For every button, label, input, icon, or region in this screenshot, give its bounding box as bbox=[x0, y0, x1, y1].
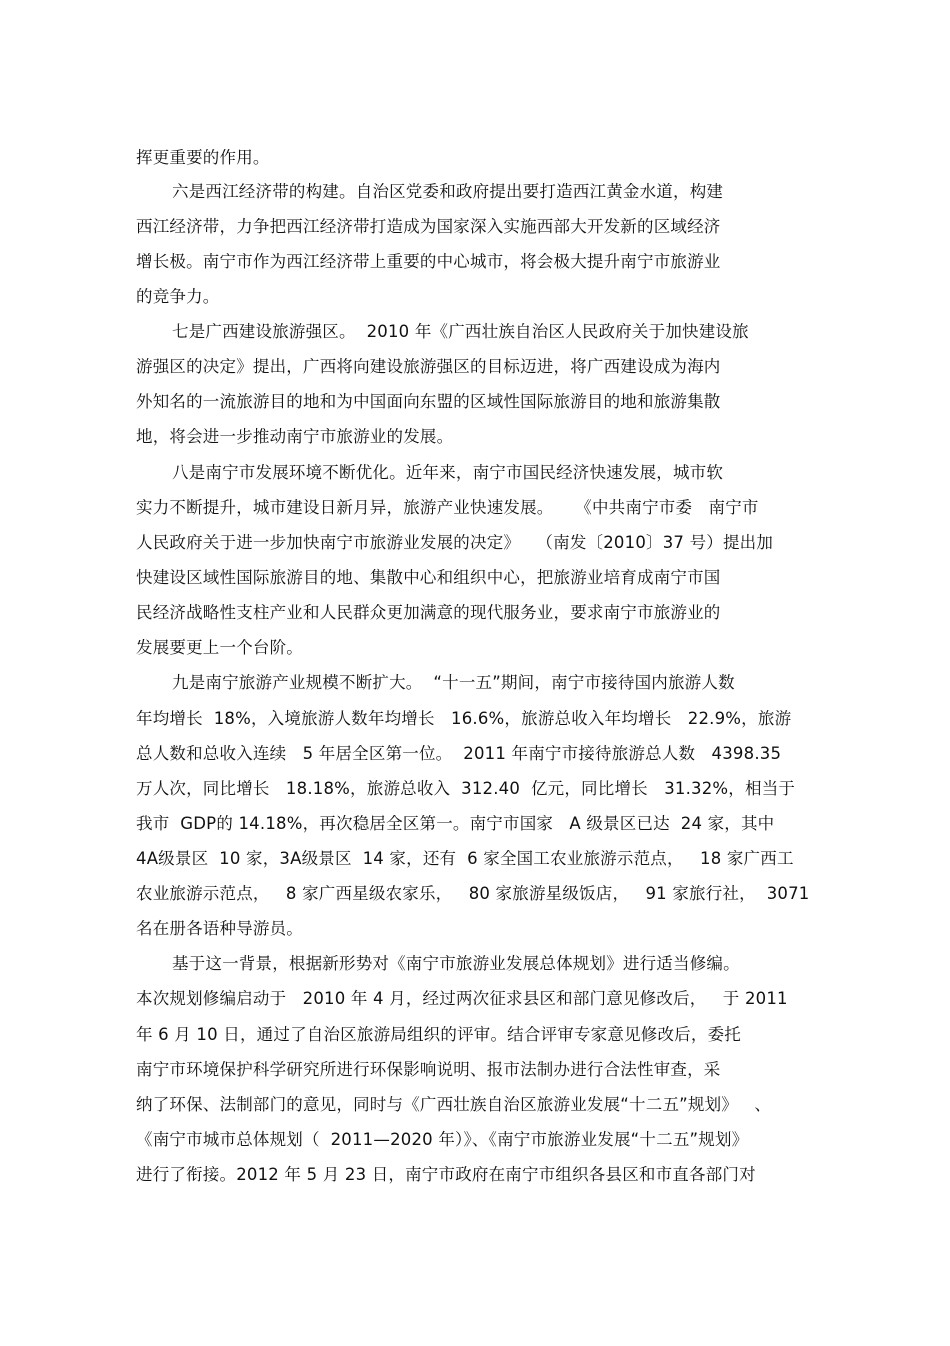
text-line: 外知名的一流旅游目的地和为中国面向东盟的区域性国际旅游目的地和旅游集散 bbox=[136, 392, 721, 411]
text-line: 的竞争力。 bbox=[136, 287, 220, 306]
text-line: 实力不断提升，城市建设日新月异，旅游产业快速发展。 《中共南宁市委 南宁市 bbox=[136, 498, 759, 517]
text-line: 年均增长 18%，入境旅游人数年均增长 16.6%，旅游总收入年均增长 22.9%，旅游 bbox=[136, 709, 792, 728]
text-line: 本次规划修编启动于 2010 年 4 月，经过两次征求县区和部门意见修改后， 于 2011 bbox=[136, 989, 788, 1008]
paragraph-start-line: 九是南宁旅游产业规模不断扩大。 “十一五”期间，南宁市接待国内旅游人数 bbox=[172, 673, 735, 692]
text-line: 总人数和总收入连续 5 年居全区第一位。 2011 年南宁市接待旅游总人数 4398.35 bbox=[136, 744, 782, 763]
text-line: 《南宁市城市总体规划（ 2011—2020 年）》、《南宁市旅游业发展“十二五”规划》 bbox=[136, 1130, 749, 1149]
text-line: 人民政府关于进一步加快南宁市旅游业发展的决定》 （南发〔2010〕37 号）提出加 bbox=[136, 533, 774, 552]
text-line: 挥更重要的作用。 bbox=[136, 148, 270, 167]
text-line: 纳了环保、法制部门的意见，同时与《广西壮族自治区旅游业发展“十二五”规划》 、 bbox=[136, 1095, 772, 1114]
text-line: 万人次，同比增长 18.18%，旅游总收入 312.40 亿元，同比增长 31.32%，相当于 bbox=[136, 779, 796, 798]
text-line: 名在册各语种导游员。 bbox=[136, 919, 303, 938]
text-line: 西江经济带，力争把西江经济带打造成为国家深入实施西部大开发新的区域经济 bbox=[136, 217, 721, 236]
paragraph-start-line: 基于这一背景，根据新形势对《南宁市旅游业发展总体规划》进行适当修编。 bbox=[172, 954, 740, 973]
text-line: 发展要更上一个台阶。 bbox=[136, 638, 303, 657]
text-line: 4A级景区 10 家，3A级景区 14 家，还有 6 家全国工农业旅游示范点， 18 家广西工 bbox=[136, 849, 794, 868]
text-line: 南宁市环境保护科学研究所进行环保影响说明、报市法制办进行合法性审查，采 bbox=[136, 1060, 721, 1079]
paragraph-start-line: 六是西江经济带的构建。自治区党委和政府提出要打造西江黄金水道，构建 bbox=[172, 182, 724, 201]
text-line: 地，将会进一步推动南宁市旅游业的发展。 bbox=[136, 427, 454, 446]
text-line: 年 6 月 10 日，通过了自治区旅游局组织的评审。结合评审专家意见修改后，委托 bbox=[136, 1025, 741, 1044]
text-line: 农业旅游示范点， 8 家广西星级农家乐， 80 家旅游星级饭店， 91 家旅行社， 3071 bbox=[136, 884, 810, 903]
text-line: 快建设区域性国际旅游目的地、集散中心和组织中心，把旅游业培育成南宁市国 bbox=[136, 568, 721, 587]
paragraph-start-line: 八是南宁市发展环境不断优化。近年来，南宁市国民经济快速发展，城市软 bbox=[172, 463, 724, 482]
text-line: 增长极。南宁市作为西江经济带上重要的中心城市，将会极大提升南宁市旅游业 bbox=[136, 252, 721, 271]
text-line: 民经济战略性支柱产业和人民群众更加满意的现代服务业，要求南宁市旅游业的 bbox=[136, 603, 721, 622]
text-line: 游强区的决定》提出，广西将向建设旅游强区的目标迈进，将广西建设成为海内 bbox=[136, 357, 721, 376]
paragraph-start-line: 七是广西建设旅游强区。 2010 年《广西壮族自治区人民政府关于加快建设旅 bbox=[172, 322, 749, 341]
text-line: 进行了衔接。2012 年 5 月 23 日，南宁市政府在南宁市组织各县区和市直各部门对 bbox=[136, 1165, 756, 1184]
text-line: 我市 GDP的 14.18%，再次稳居全区第一。南宁市国家 A 级景区已达 24 家，其中 bbox=[136, 814, 775, 833]
